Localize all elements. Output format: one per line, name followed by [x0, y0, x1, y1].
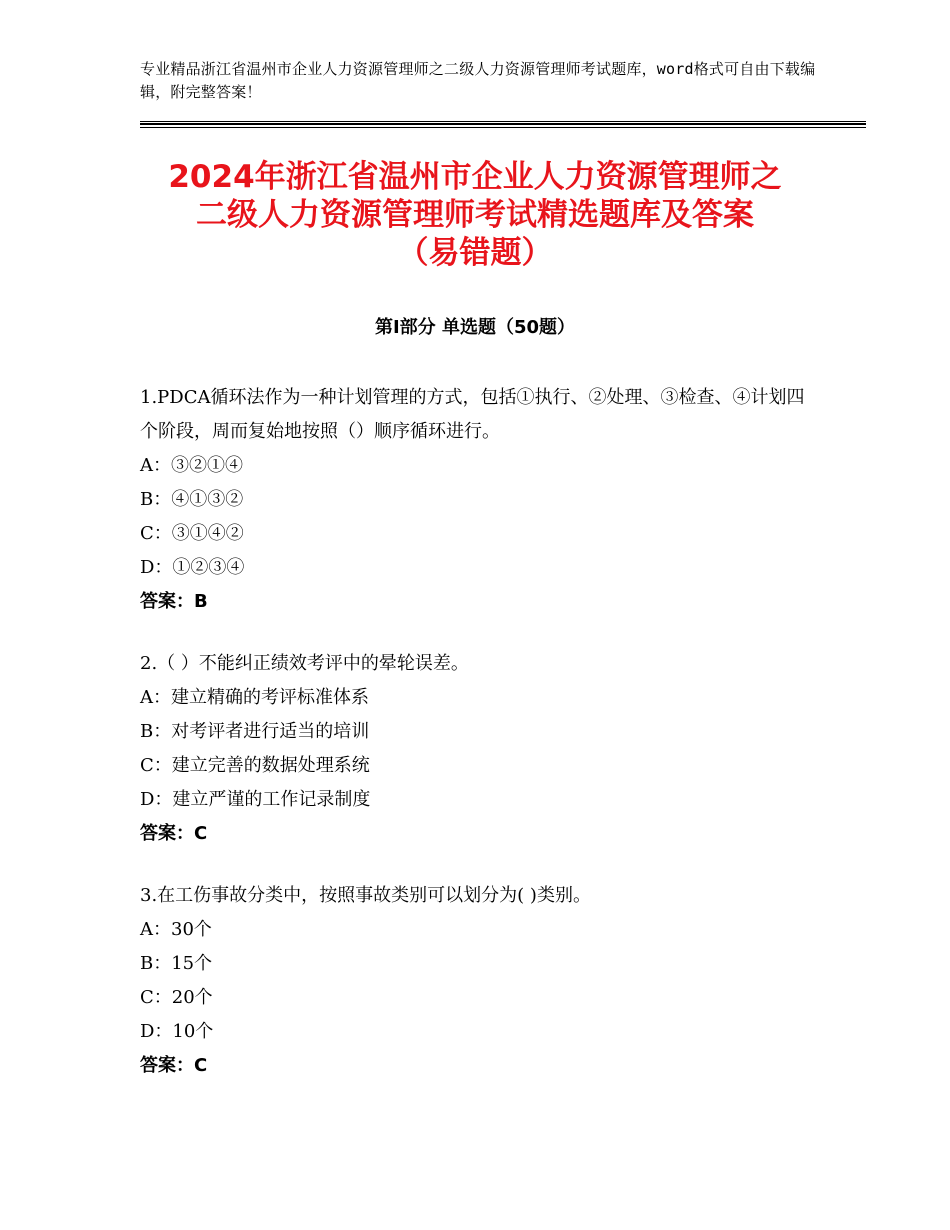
document-title [100, 158, 850, 272]
answer: 答案：C [140, 1055, 208, 1076]
header-rule-thick [140, 123, 866, 125]
option-c: C：20个 [140, 987, 213, 1008]
question-stem: 3.在工伤事故分类中，按照事故类别可以划分为( )类别。 [140, 885, 591, 906]
answer: 答案：C [140, 823, 208, 844]
option-c: C：建立完善的数据处理系统 [140, 755, 370, 776]
title-line-1: 2024年浙江省温州市企业人力资源管理师之 [168, 159, 782, 195]
option-d: D：①②③④ [140, 557, 245, 578]
option-b: B：④①③② [140, 489, 244, 510]
header-rule-top [140, 121, 866, 122]
title-line-2: 二级人力资源管理师考试精选题库及答案 [196, 197, 754, 233]
option-d: D：建立严谨的工作记录制度 [140, 789, 371, 810]
header-rule-bottom [140, 127, 866, 128]
title-line-3: （易错题） [397, 235, 553, 271]
question-stem: 1.PDCA循环法作为一种计划管理的方式，包括①执行、②处理、③检查、④计划四个阶段，周而复始地按照（）顺序循环进行。 [140, 387, 805, 442]
option-a: A：30个 [140, 919, 212, 940]
option-b: B：对考评者进行适当的培训 [140, 721, 370, 742]
option-d: D：10个 [140, 1021, 214, 1042]
option-a: A：③②①④ [140, 455, 243, 476]
header-note: 专业精品浙江省温州市企业人力资源管理师之二级人力资源管理师考试题库，word格式可自由下载编辑，附完整答案！ [140, 60, 816, 101]
option-b: B：15个 [140, 953, 213, 974]
option-c: C：③①④② [140, 523, 244, 544]
section-heading: 第Ⅰ部分 单选题（50题） [374, 317, 575, 338]
question-3 [140, 879, 820, 1083]
question-2 [140, 647, 820, 851]
answer: 答案：B [140, 591, 208, 612]
question-1 [140, 381, 820, 619]
option-a: A：建立精确的考评标准体系 [140, 687, 369, 708]
question-stem: 2.（ ）不能纠正绩效考评中的晕轮误差。 [140, 653, 469, 674]
question-list [140, 381, 820, 1111]
